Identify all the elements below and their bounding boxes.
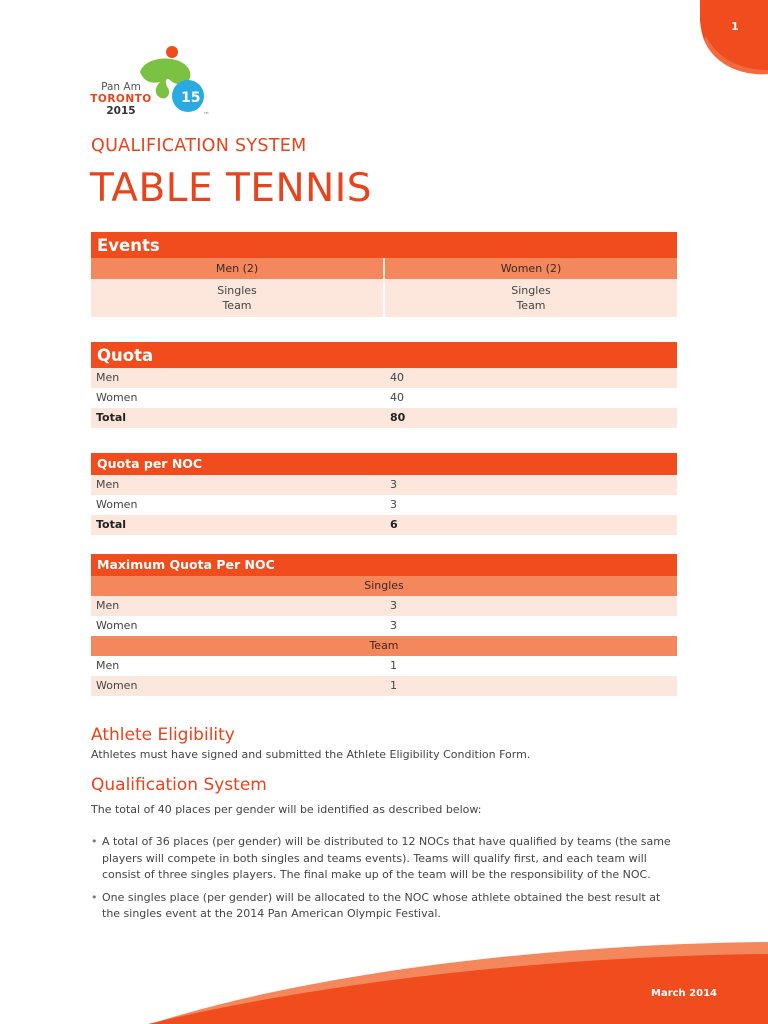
events-table [91,232,677,317]
logo-line1: Pan Am [101,81,141,93]
document-title: TABLE TENNIS [90,166,373,211]
quota-per-noc-table [91,453,677,535]
logo-line2: TORONTO [90,93,152,105]
page-number: 1 [731,20,739,33]
pan-am-toronto-2015-logo [90,44,220,120]
footer-date: March 2014 [651,988,717,999]
table-row: Men 3 [91,596,677,616]
footer-swoosh [0,930,768,1024]
qualification-system-heading: Qualification System [91,775,267,795]
table-row: Men 40 [91,368,677,388]
svg-text:15: 15 [181,90,201,106]
table-row: Women 40 [91,388,677,408]
athlete-eligibility-text: Athletes must have signed and submitted the Athlete Eligibility Condition Form. [91,748,531,761]
quota-per-noc-header: Quota per NOC [91,453,677,475]
max-quota-per-noc-table [91,554,677,696]
men-event-team: Team [222,299,252,312]
events-women-column: Women (2) [500,262,562,275]
athlete-eligibility-heading: Athlete Eligibility [91,725,235,745]
table-row: Women 3 [91,616,677,636]
document-subtitle: QUALIFICATION SYSTEM [91,136,307,156]
women-event-singles: Singles [511,284,551,297]
men-events-cell [91,283,385,317]
qualification-bullets [91,834,681,929]
svg-text:TM: TM [204,111,209,115]
table-row: Men 3 [91,475,677,495]
events-body-row [91,279,677,317]
table-row: Men 1 [91,656,677,676]
max-quota-header: Maximum Quota Per NOC [91,554,677,576]
team-band: Team [91,636,677,656]
events-men-column: Men (2) [91,258,385,279]
page-number-badge [700,0,768,76]
qualification-intro: The total of 40 places per gender will be identified as described below: [91,803,482,816]
singles-band: Singles [91,576,677,596]
quota-table [91,342,677,428]
men-event-singles: Singles [217,284,257,297]
table-row: Women 3 [91,495,677,515]
events-column-header-row [91,258,677,279]
women-events-cell [385,283,677,317]
events-header: Events [91,232,677,258]
table-row: Women 1 [91,676,677,696]
table-row-total: Total 80 [91,408,677,428]
logo-line3: 2015 [106,105,136,117]
list-item: • A total of 36 places (per gender) will be distributed to 12 NOCs that have qualified by teams (the same players will compete in both singles and teams events). Teams will qualify first, and each team will consist of three singles players. The final make up of the team will be the responsibility of the NOC. [91,834,681,884]
table-row-total: Total 6 [91,515,677,535]
list-item: • One singles place (per gender) will be allocated to the NOC whose athlete obtained the best result at the singles event at the 2014 Pan American Olympic Festival. [91,890,681,923]
quota-header: Quota [91,342,677,368]
women-event-team: Team [516,299,546,312]
